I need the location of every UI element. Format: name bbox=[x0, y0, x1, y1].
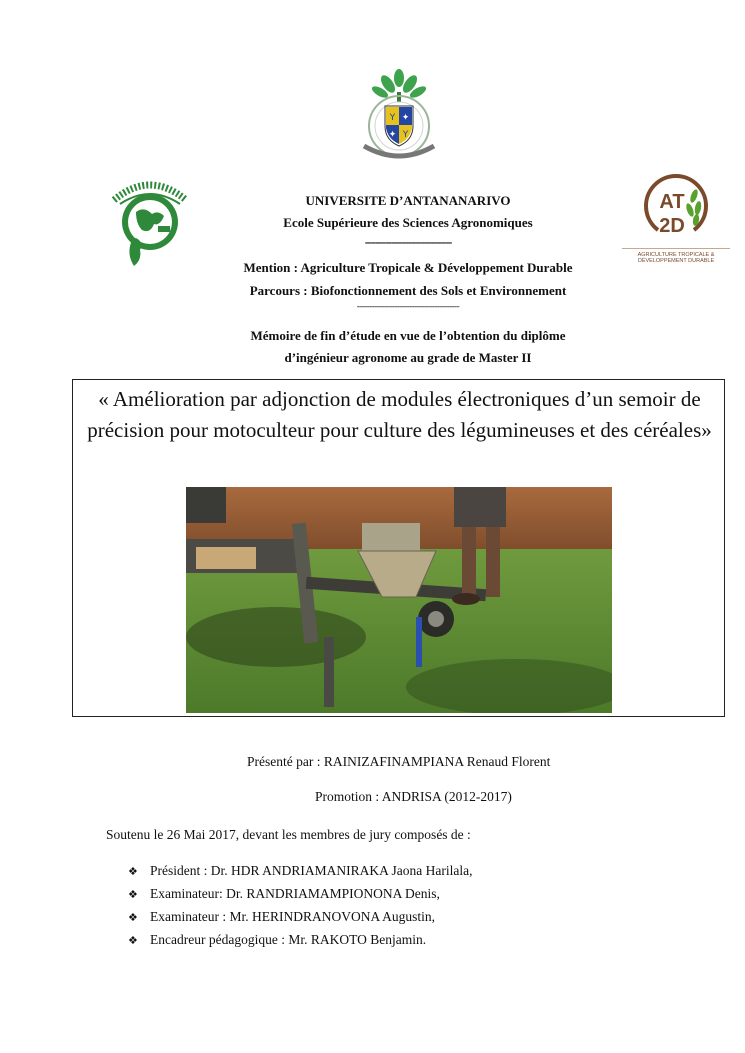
list-item bbox=[128, 885, 472, 908]
promotion-line: Promotion : ANDRISA (2012-2017) bbox=[315, 789, 512, 804]
list-item bbox=[128, 908, 472, 931]
list-item bbox=[128, 931, 472, 954]
memoire-line-1: Mémoire de fin d’étude en vue de l’obtention du diplôme bbox=[250, 328, 566, 343]
jury-member: Encadreur pédagogique : Mr. RAKOTO Benjamin. bbox=[150, 932, 427, 947]
defense-line: Soutenu le 26 Mai 2017, devant les membres de jury composés de : bbox=[106, 827, 471, 842]
presented-by: Présenté par : RAINIZAFINAMPIANA Renaud Florent bbox=[247, 754, 551, 769]
separator-line-2: ----------------------------------------- bbox=[356, 301, 460, 311]
parcours-line: Parcours : Biofonctionnement des Sols et Environnement bbox=[249, 283, 567, 298]
jury-member: Examinateur : Mr. HERINDRANOVONA Augustin, bbox=[150, 909, 435, 924]
at2d-caption-line2: DÉVELOPPEMENT DURABLE bbox=[637, 258, 715, 264]
thesis-title: « Amélioration par adjonction de modules électroniques d’un semoir de précision pour motoculteur pour culture des légumineuses et des céréales» bbox=[87, 387, 712, 442]
diamond-bullet-icon: ❖ bbox=[128, 888, 138, 901]
svg-text:✦: ✦ bbox=[388, 130, 397, 140]
diamond-bullet-icon: ❖ bbox=[128, 911, 138, 924]
memoire-line-2: d’ingénieur agronome au grade de Master II bbox=[284, 350, 532, 365]
at2d-logo-text: AT bbox=[659, 191, 685, 213]
seeder-machine-photo bbox=[186, 487, 612, 713]
list-item bbox=[128, 862, 472, 885]
essa-seal-icon bbox=[106, 170, 194, 270]
jury-member: Examinateur: Dr. RANDRIAMAMPIONONA Denis, bbox=[150, 886, 440, 901]
title-box bbox=[72, 379, 725, 717]
svg-text:Y: Y bbox=[389, 113, 396, 123]
school-name: Ecole Supérieure des Sciences Agronomiques bbox=[283, 215, 533, 230]
diamond-bullet-icon: ❖ bbox=[128, 934, 138, 947]
university-name: UNIVERSITE D’ANTANANARIVO bbox=[305, 193, 511, 208]
university-crest-icon bbox=[352, 66, 446, 164]
at2d-caption bbox=[622, 248, 730, 264]
at2d-logo-icon bbox=[622, 166, 730, 270]
svg-text:Y: Y bbox=[402, 130, 409, 140]
diamond-bullet-icon: ❖ bbox=[128, 865, 138, 878]
separator-line: -------------------------- bbox=[364, 234, 452, 249]
mention-line: Mention : Agriculture Tropicale & Développement Durable bbox=[243, 260, 573, 275]
at2d-caption-line1: AGRICULTURE TROPICALE & bbox=[637, 252, 715, 258]
jury-list bbox=[128, 862, 472, 954]
svg-text:✦: ✦ bbox=[401, 113, 410, 123]
at2d-logo-number: 2D bbox=[659, 215, 685, 237]
jury-member: Président : Dr. HDR ANDRIAMANIRAKA Jaona Harilala, bbox=[150, 863, 473, 878]
